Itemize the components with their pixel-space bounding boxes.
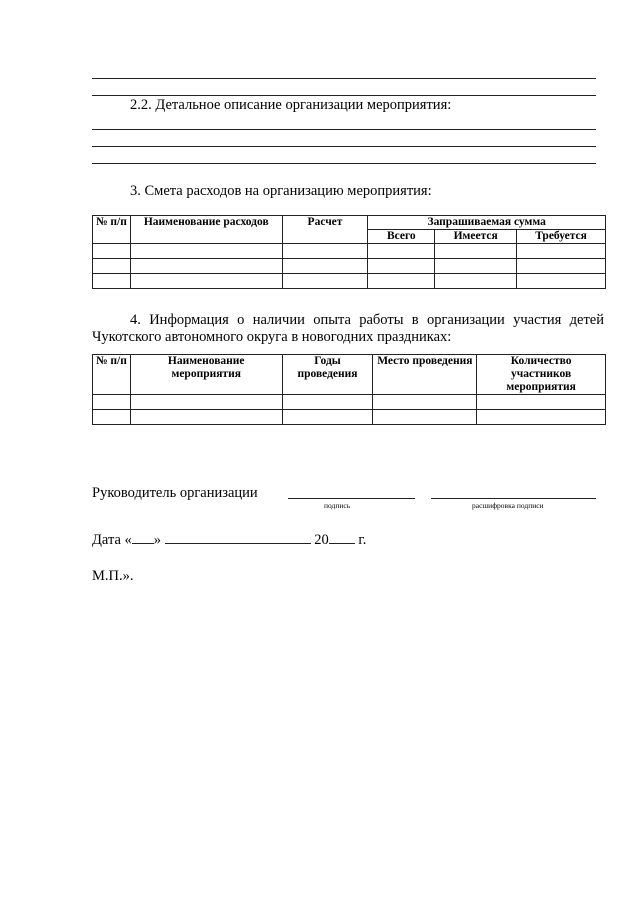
date-day-field[interactable] <box>132 529 154 544</box>
description-rule-3 <box>92 163 596 164</box>
description-rule-2 <box>92 146 596 147</box>
header-requested-sum: Запрашиваемая сумма <box>368 216 606 230</box>
table-cell <box>373 395 477 410</box>
header-num: № п/п <box>93 355 131 395</box>
table-cell <box>130 395 282 410</box>
top-rule-1 <box>92 78 596 79</box>
signature-label: Руководитель организации <box>92 485 258 501</box>
date-year-field[interactable] <box>329 529 355 544</box>
table-cell <box>373 410 477 425</box>
table-cell <box>282 395 373 410</box>
top-rule-2 <box>92 95 596 96</box>
table-cell <box>477 410 606 425</box>
signature-caption: подпись <box>324 501 351 510</box>
table-cell <box>435 244 517 259</box>
expense-estimate-table <box>92 215 606 289</box>
table-cell <box>93 274 131 289</box>
signature-line[interactable] <box>288 498 415 499</box>
table-cell <box>477 395 606 410</box>
table-cell <box>130 244 282 259</box>
header-participants: Количество участников мероприятия <box>477 355 606 395</box>
table-cell <box>282 410 373 425</box>
header-required: Требуется <box>517 230 606 244</box>
date-month-field[interactable] <box>165 529 311 544</box>
table-row <box>93 410 606 425</box>
header-expense-name: Наименование расходов <box>130 216 282 244</box>
table-cell <box>368 244 435 259</box>
table-cell <box>517 244 606 259</box>
section-2-2-heading: 2.2. Детальное описание организации мероприятия: <box>130 97 452 113</box>
header-available: Имеется <box>435 230 517 244</box>
table-cell <box>368 259 435 274</box>
experience-table <box>92 354 606 425</box>
date-year-prefix: 20 <box>314 532 329 548</box>
header-place: Место проведения <box>373 355 477 395</box>
signature-decode-caption: расшифровка подписи <box>472 501 544 510</box>
table-cell <box>93 244 131 259</box>
date-suffix: г. <box>358 532 367 548</box>
table-cell <box>517 259 606 274</box>
date-line <box>92 529 366 549</box>
table-row <box>93 244 606 259</box>
signature-decode-line[interactable] <box>431 498 596 499</box>
header-years: Годы проведения <box>282 355 373 395</box>
table-cell <box>130 410 282 425</box>
table-cell <box>130 259 282 274</box>
table-cell <box>517 274 606 289</box>
section-3-heading: 3. Смета расходов на организацию мероприятия: <box>130 183 432 199</box>
table-cell <box>282 259 368 274</box>
table-row <box>93 259 606 274</box>
date-mid: » <box>153 532 162 548</box>
table-cell <box>93 410 131 425</box>
table-cell <box>435 259 517 274</box>
table-row <box>93 395 606 410</box>
header-num: № п/п <box>93 216 131 244</box>
table-cell <box>130 274 282 289</box>
table-cell <box>368 274 435 289</box>
stamp-place: М.П.». <box>92 568 134 584</box>
table-cell <box>435 274 517 289</box>
table-cell <box>282 244 368 259</box>
header-event-name: Наименование мероприятия <box>130 355 282 395</box>
header-total: Всего <box>368 230 435 244</box>
section-4-heading: 4. Информация о наличии опыта работы в организации участия детей Чукотского автономного округа в новогодних праздниках: <box>92 312 604 345</box>
table-row <box>93 274 606 289</box>
description-rule-1 <box>92 129 596 130</box>
table-cell <box>93 259 131 274</box>
date-prefix: Дата « <box>92 532 132 548</box>
table-cell <box>282 274 368 289</box>
header-calculation: Расчет <box>282 216 368 244</box>
table-cell <box>93 395 131 410</box>
